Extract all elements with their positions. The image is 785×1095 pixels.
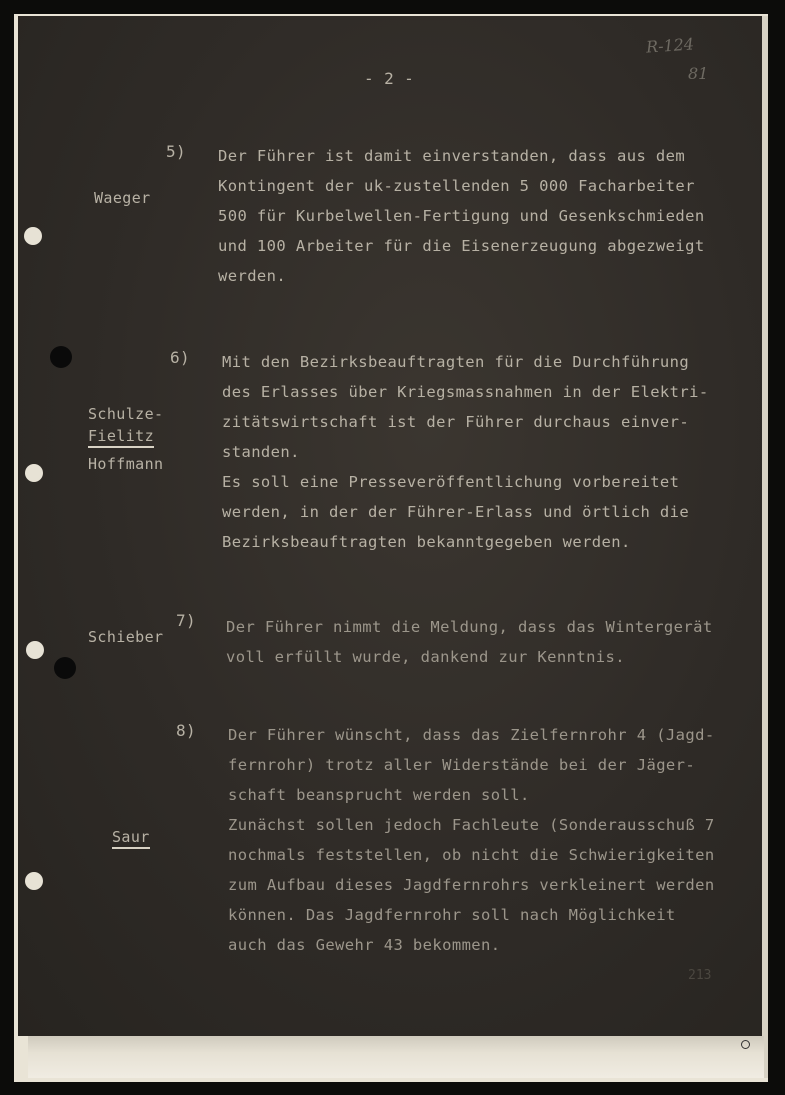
text-line: Der Führer ist damit einverstanden, dass aus dem [218,147,686,165]
item-number: 8) [176,721,197,740]
text-line: Bezirksbeauftragten bekanntgegeben werden. [222,533,631,551]
text-line: Der Führer wünscht, dass das Zielfernrohr 4 (Jagd- [228,726,715,744]
text-line: nochmals feststellen, ob nicht die Schwierigkeiten [228,846,715,864]
punch-hole [26,641,44,659]
responsible-name [88,421,154,451]
item-number: 6) [170,348,191,367]
text-line: können. Das Jagdfernrohr soll nach Möglichkeit [228,906,676,924]
text-line: 500 für Kurbelwellen-Fertigung und Gesenkschmieden [218,207,705,225]
text-line: Zunächst sollen jedoch Fachleute (Sonderausschuß 7 [228,816,715,834]
faint-stamp-number: 213 [688,968,712,983]
punch-hole [50,346,72,368]
item-text-7 [226,612,713,672]
responsible-name: Schulze- [88,405,164,423]
text-line: werden. [218,267,287,285]
text-line: standen. [222,443,300,461]
item-text-5 [218,141,705,291]
responsible-name [112,822,150,852]
punch-hole [25,464,43,482]
text-line: zitätswirtschaft ist der Führer durchaus einver- [222,413,690,431]
page-edge [762,16,768,1078]
item-number: 5) [166,142,187,161]
text-line: und 100 Arbeiter für die Eisenerzeugung abgezweigt [218,237,705,255]
punch-hole [25,872,43,890]
text-line: werden, in der der Führer-Erlass und örtlich die [222,503,690,521]
page-bottom-margin [28,1036,764,1078]
text-line: Mit den Bezirksbeauftragten für die Durchführung [222,353,690,371]
item-text-6 [222,347,709,557]
punch-hole [54,657,76,679]
responsible-name: Schieber [88,628,164,646]
text-line: Kontingent der uk-zustellenden 5 000 Facharbeiter [218,177,695,195]
responsible-name-underlined: Fielitz [88,427,154,448]
text-line: fernrohr) trotz aller Widerstände bei der Jäger- [228,756,696,774]
punch-hole [24,227,42,245]
handwritten-folio: 81 [688,64,709,83]
text-line: zum Aufbau dieses Jagdfernrohrs verkleinert werden [228,876,715,894]
page-number: - 2 - [364,69,415,88]
text-line: Der Führer nimmt die Meldung, dass das Wintergerät [226,618,713,636]
text-line: auch das Gewehr 43 bekommen. [228,936,501,954]
item-number: 7) [176,611,197,630]
responsible-name: Hoffmann [88,455,164,473]
item-text-8 [228,720,715,960]
text-line: schaft beansprucht werden soll. [228,786,530,804]
text-line: voll erfüllt wurde, dankend zur Kenntnis. [226,648,626,666]
text-line: des Erlasses über Kriegsmassnahmen in der Elektri- [222,383,709,401]
responsible-name: Waeger [94,189,151,207]
handwritten-reference: R-124 [645,34,695,57]
small-circle-mark [741,1040,750,1049]
responsible-name-underlined: Saur [112,828,150,849]
text-line: Es soll eine Presseveröffentlichung vorbereitet [222,473,680,491]
